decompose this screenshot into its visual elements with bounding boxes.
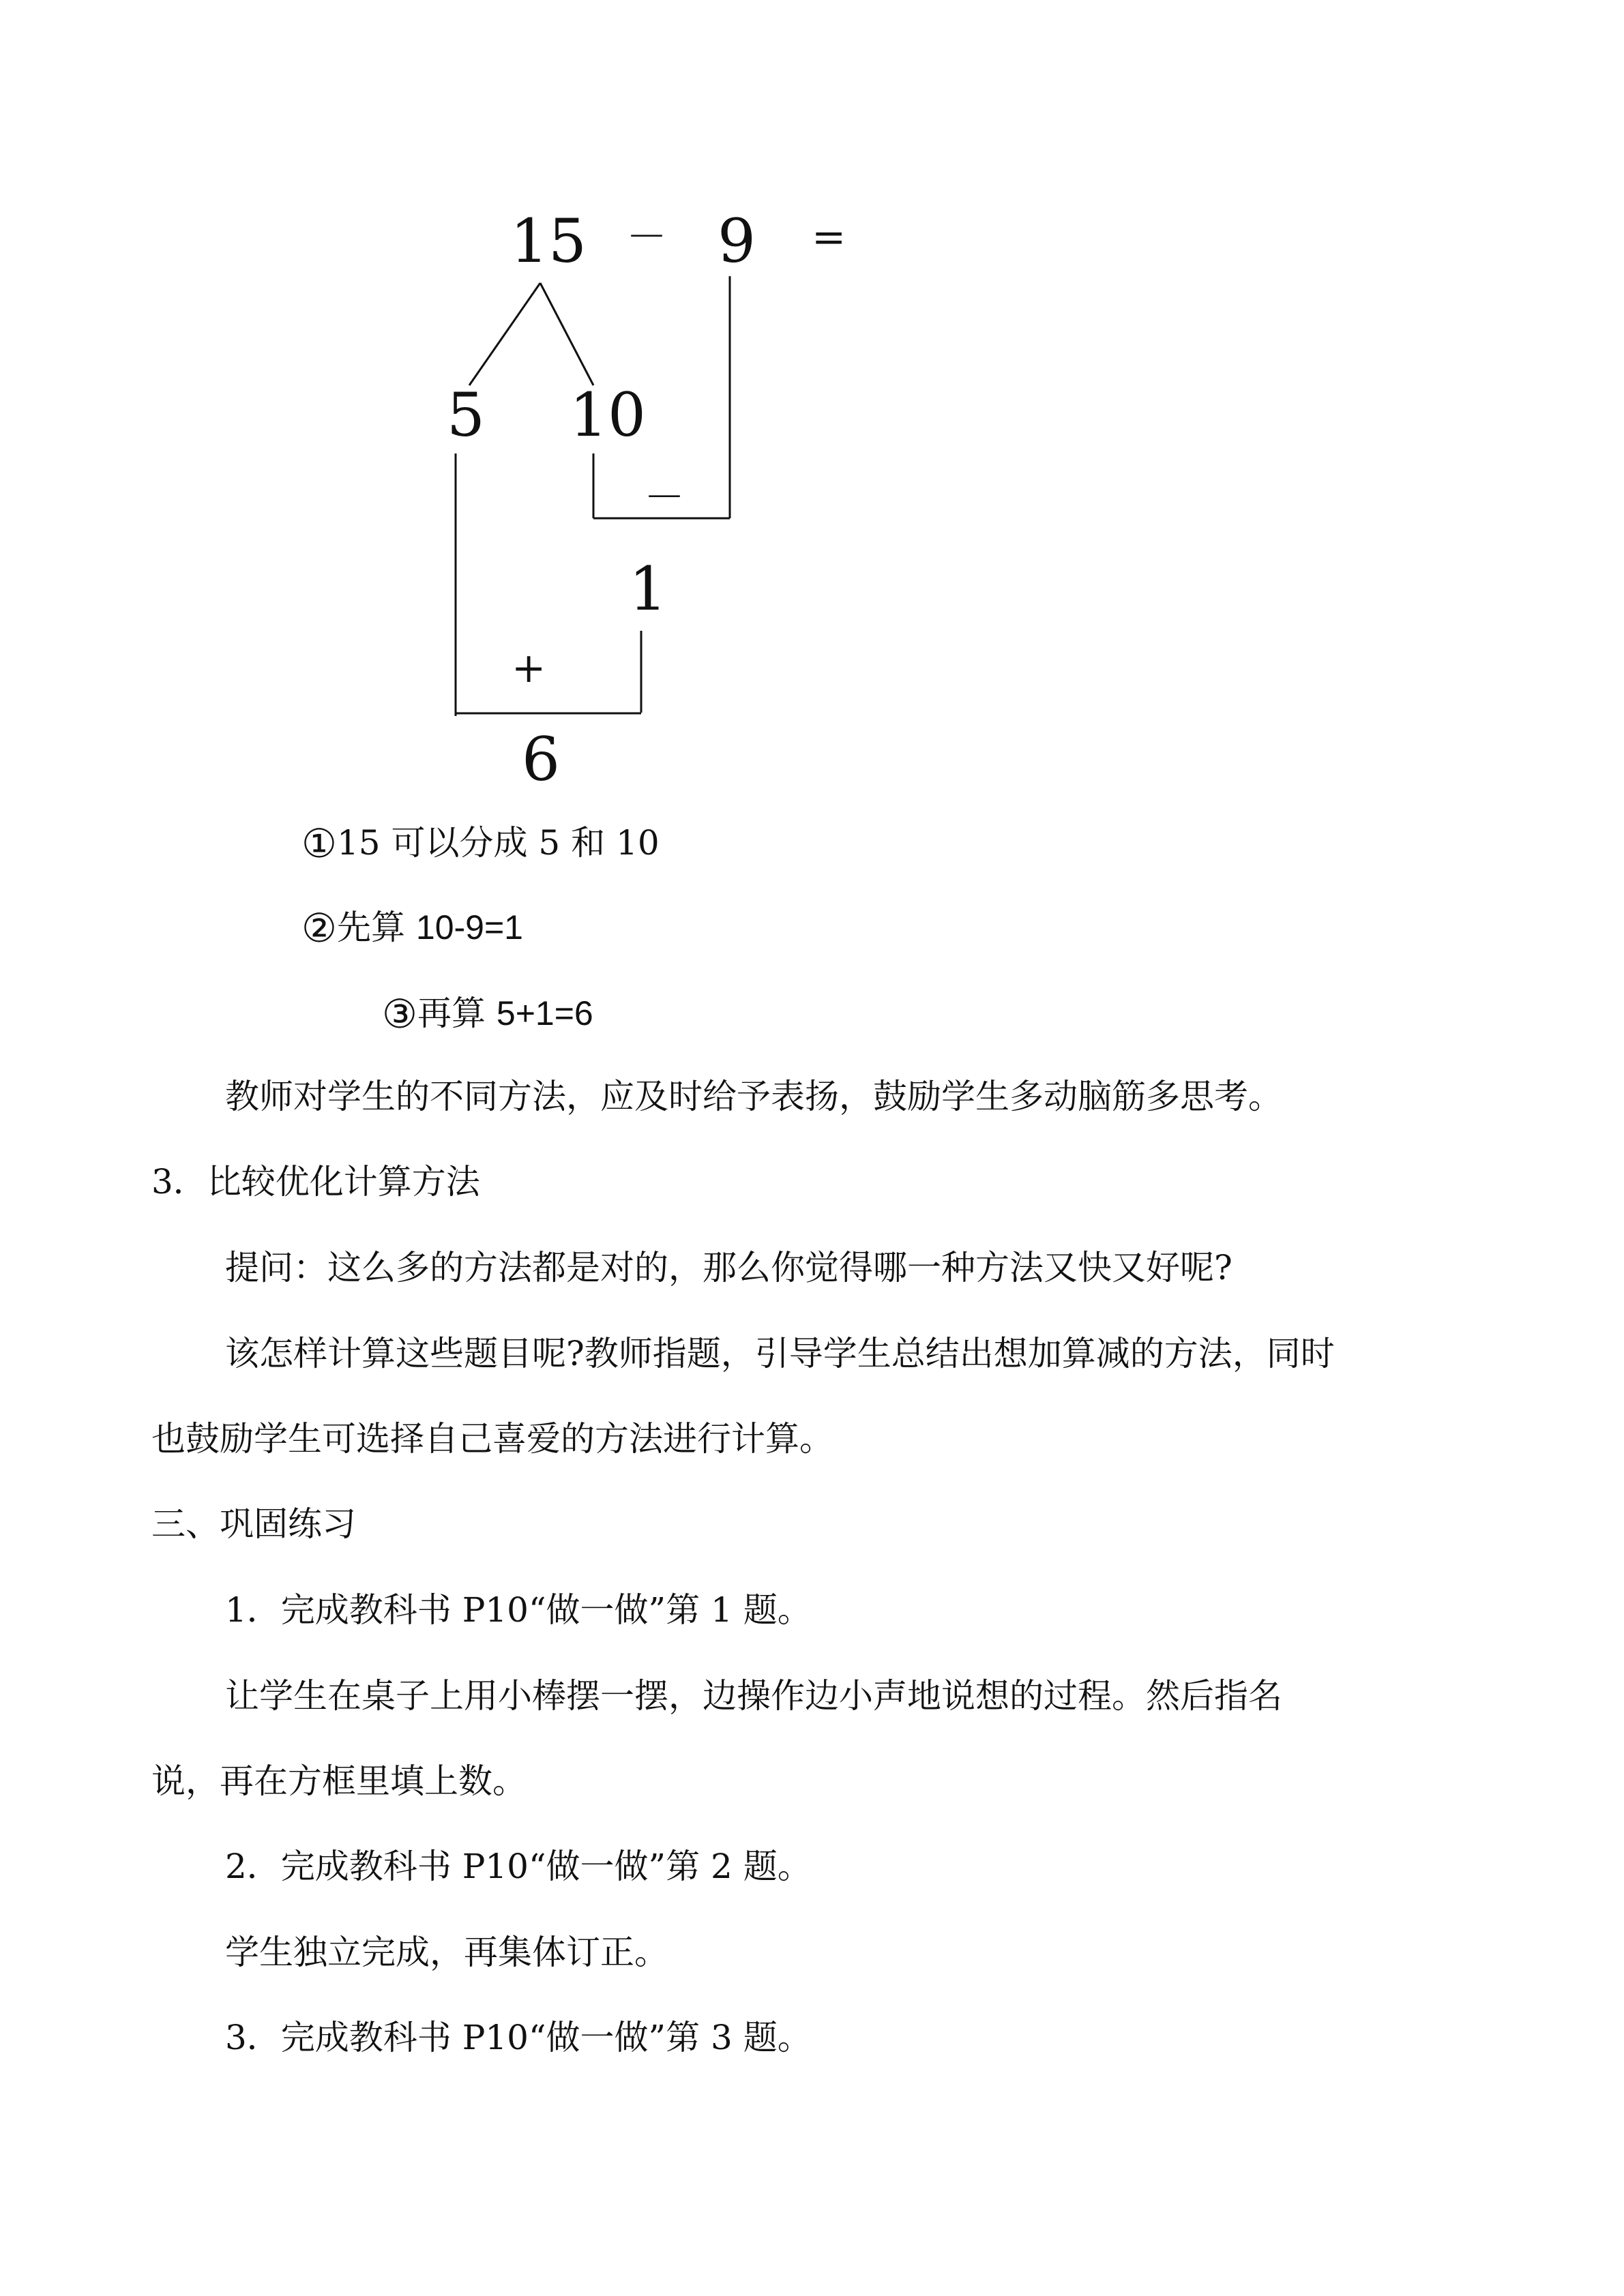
exercise-2-desc: 学生独立完成，再集体订正。 bbox=[225, 1933, 668, 1972]
step-2 bbox=[301, 905, 523, 951]
paragraph-guide-line-1: 该怎样计算这些题目呢?教师指题，引导学生总结出想加算减的方法，同时 bbox=[225, 1334, 1335, 1373]
exercise-2: 2．完成教科书 P10“做一做”第 2 题。 bbox=[225, 1847, 812, 1886]
step-3 bbox=[382, 991, 593, 1037]
inner-minus-sign: － bbox=[644, 474, 685, 522]
step-1 bbox=[301, 820, 660, 867]
paragraph-question: 提问：这么多的方法都是对的，那么你觉得哪一种方法又快又好呢? bbox=[225, 1248, 1232, 1287]
step-1-text: 15 可以分成 5 和 10 bbox=[337, 823, 660, 863]
top-number: 15 bbox=[510, 206, 587, 276]
paragraph-praise: 教师对学生的不同方法，应及时给予表扬，鼓励学生多动脑筋多思考。 bbox=[225, 1077, 1282, 1116]
step-2-expression: 10-9=1 bbox=[415, 908, 523, 946]
exercise-3: 3．完成教科书 P10“做一做”第 3 题。 bbox=[225, 2018, 812, 2057]
exercise-1-desc-line-2: 说，再在方框里填上数。 bbox=[151, 1761, 527, 1801]
equals-sign: = bbox=[812, 213, 846, 261]
final-result: 6 bbox=[522, 724, 560, 794]
partial-result: 1 bbox=[629, 554, 667, 624]
step-2-label: 先算 bbox=[337, 908, 416, 947]
subtrahend: 9 bbox=[718, 206, 756, 276]
section-heading-practice: 三、巩固练习 bbox=[151, 1504, 356, 1544]
heading-compare-methods: 3．比较优化计算方法 bbox=[151, 1162, 480, 1202]
branch-line-right bbox=[540, 283, 593, 385]
paragraph-guide-line-2: 也鼓励学生可选择自己喜爱的方法进行计算。 bbox=[151, 1419, 833, 1459]
step-3-marker: ③ bbox=[382, 991, 417, 1037]
diagram-lines bbox=[0, 0, 1624, 818]
exercise-1-desc-line-1: 让学生在桌子上用小棒摆一摆，边操作边小声地说想的过程。然后指名 bbox=[225, 1676, 1282, 1716]
step-3-expression: 5+1=6 bbox=[496, 994, 593, 1032]
step-3-label: 再算 bbox=[417, 994, 497, 1033]
split-left-number: 5 bbox=[447, 380, 485, 450]
split-right-number: 10 bbox=[570, 380, 646, 450]
exercise-1: 1．完成教科书 P10“做一做”第 1 题。 bbox=[225, 1590, 812, 1630]
branch-line-left bbox=[469, 283, 540, 385]
step-2-marker: ② bbox=[301, 905, 337, 951]
step-1-marker: ① bbox=[301, 820, 337, 867]
plus-sign: + bbox=[512, 644, 546, 692]
minus-sign: － bbox=[626, 213, 667, 261]
